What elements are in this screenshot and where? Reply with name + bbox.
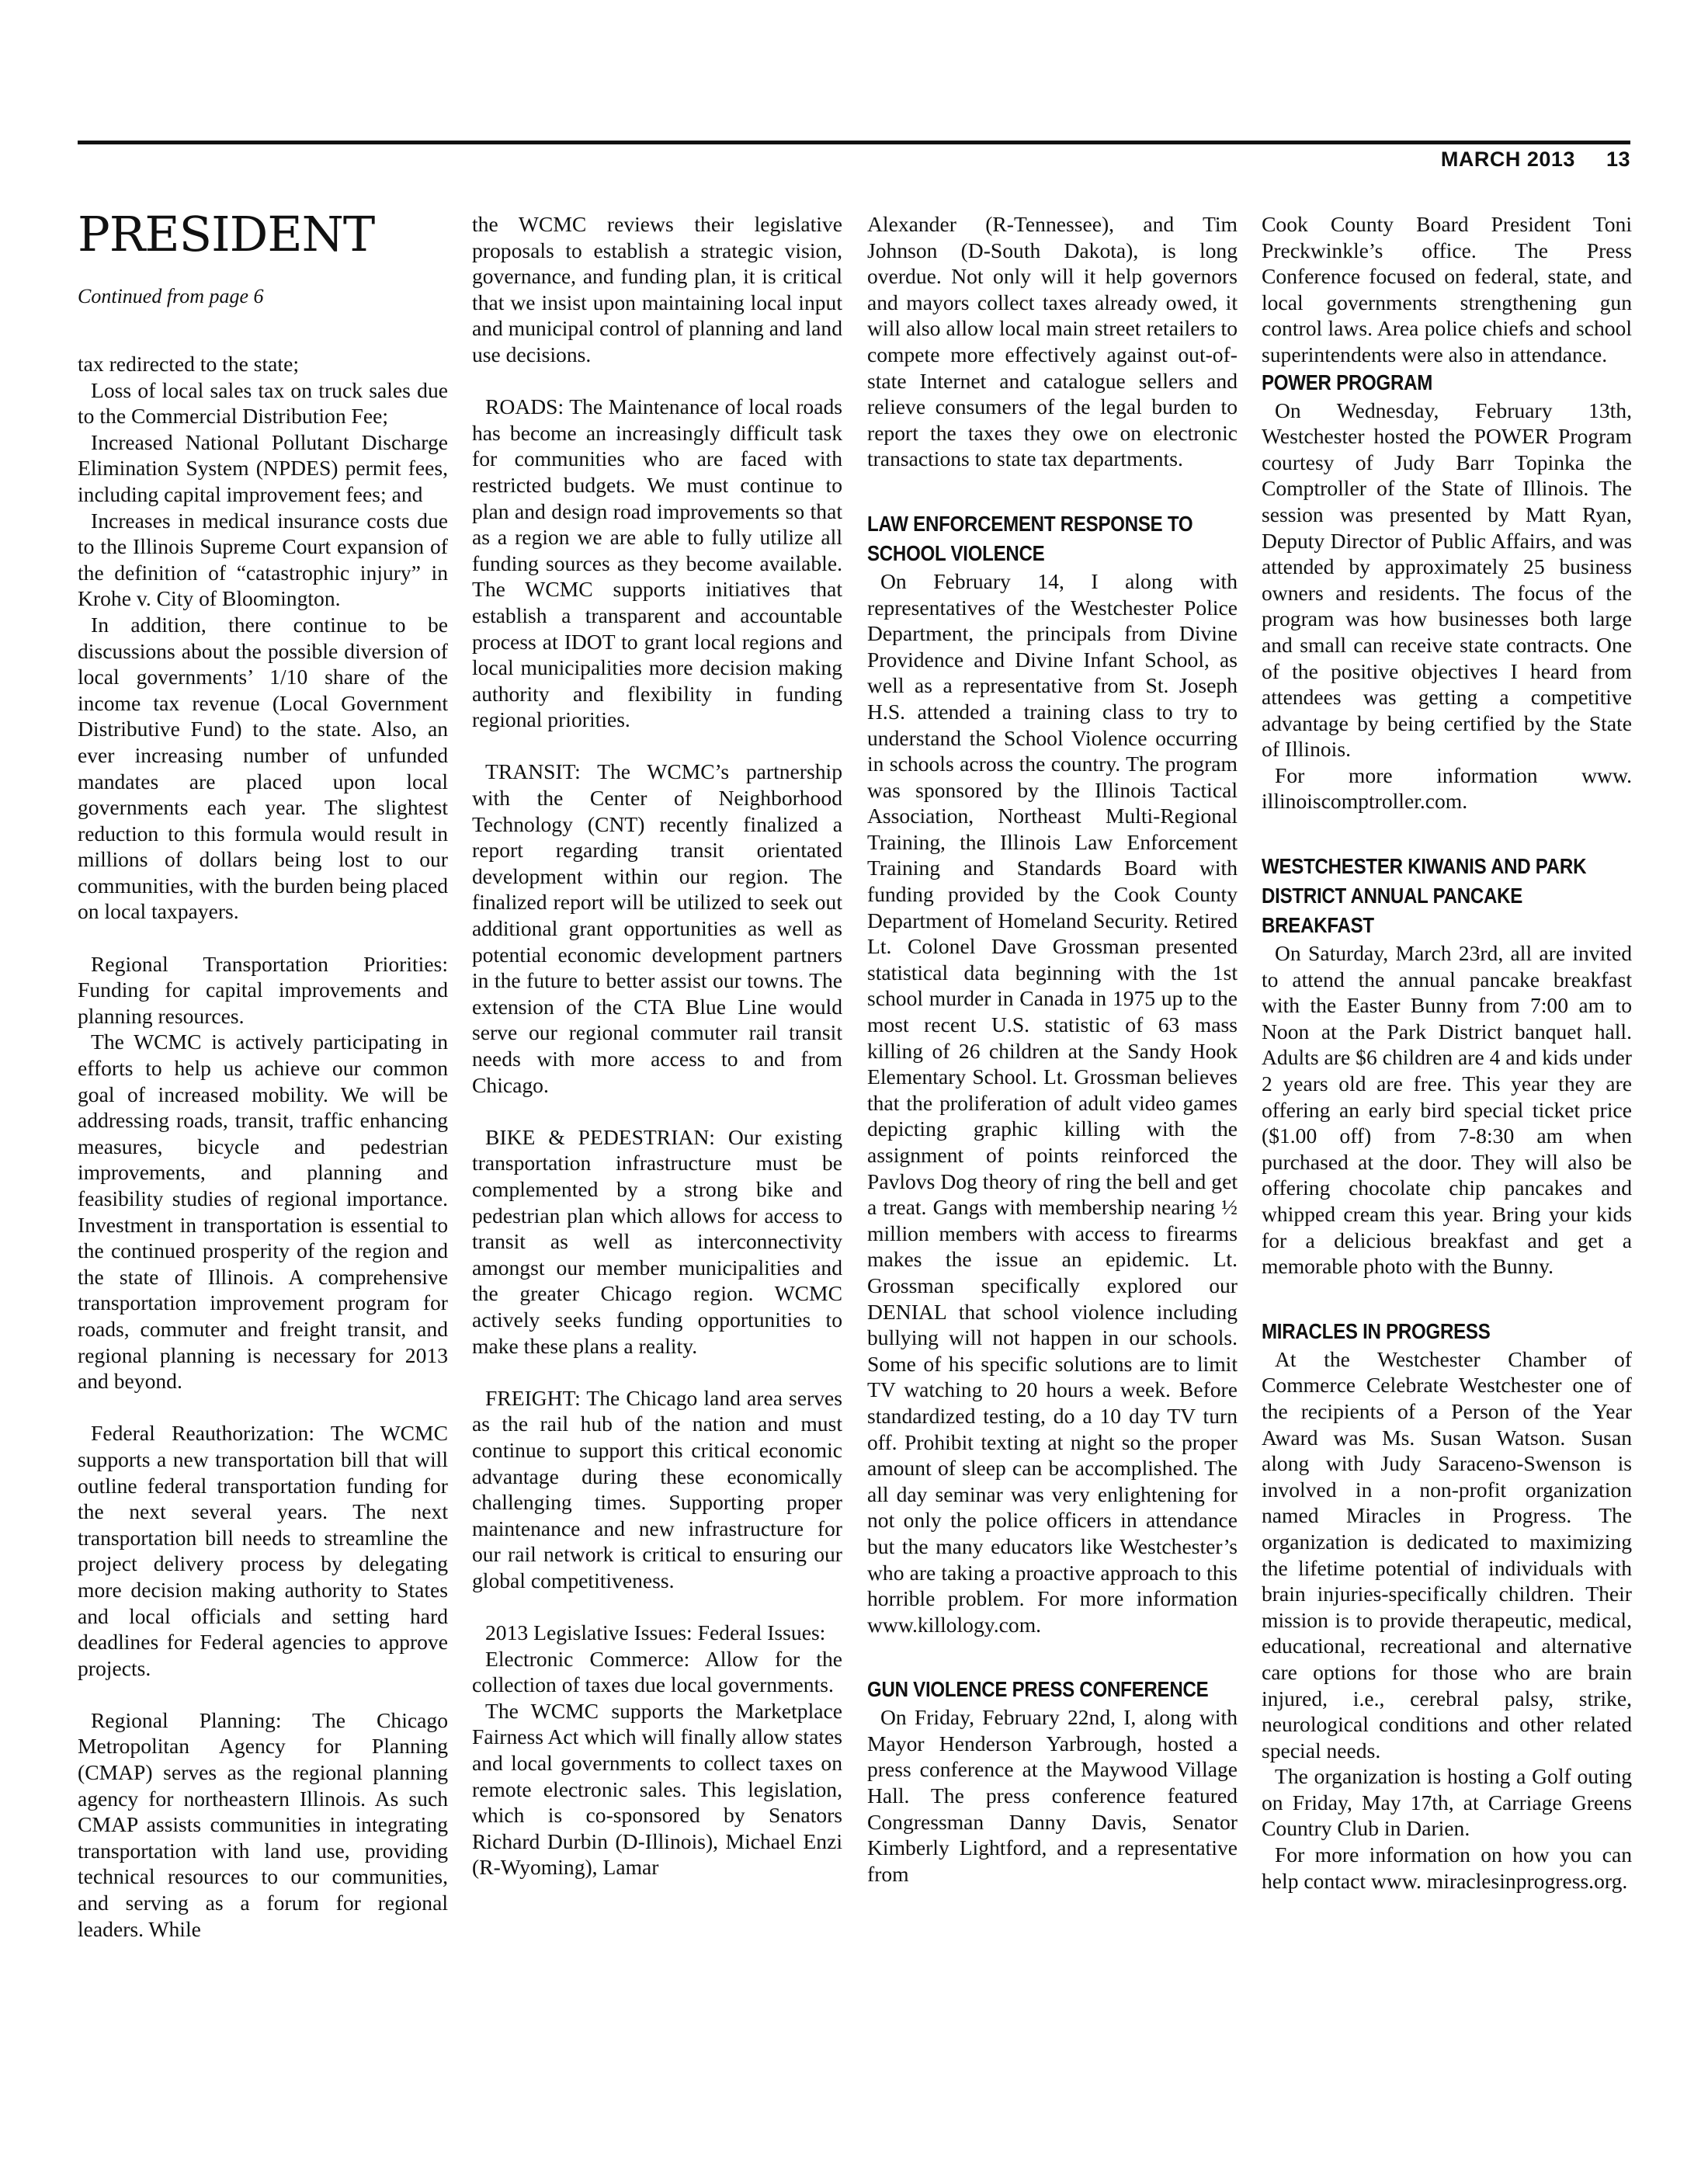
paragraph: On February 14, I along with representatives of the Westchester Police Department, the principals from Divine Providence and Divine Infant School, as well as a representative from St. Joseph H.S. attended a training class to try to understand the School Violence occurring in schools across the country. The program was sponsored by the Illinois Tactical Association, Northeast Multi-Regional Training, the Illinois Law Enforcement Training and Standards Board with funding provided by the Cook County Department of Homeland Security. Retired Lt. Colonel Dave Grossman presented statistical data beginning with the 1st school murder in Canada in 1975 up to the most recent U.S. statistic of 63 mass killing of 26 children at the Sandy Hook Elementary School. Lt. Grossman believes that the proliferation of adult video games depicting graphic killing with the assignment of points reinforced the Pavlovs Dog theory of ring the bell and get a treat. Gangs with membership nearing ½ million members with access to firearms makes the issue an epidemic. Lt. Grossman specifically explored our DENIAL that school violence including bullying will not happen in our schools. Some of his specific solutions are to limit TV watching to 20 hours a week. Before standardized testing, do a 10 day TV turn off. Prohibit texting at night so the proper amount of sleep can be accomplished. The all day seminar was very enlightening for not only the police officers in attendance but the many educators like Westchester’s who are taking a proactive approach to this horrible problem. For more information www.killology.com. [867, 568, 1238, 1637]
page-header [1441, 148, 1630, 172]
paragraph: 2013 Legislative Issues: Federal Issues: [485, 1620, 826, 1645]
paragraph: ROADS: The Maintenance of local roads has become an increasingly difficult task for communities who are faced with restricted budgets. We must continue to plan and design road improvements so that as a region we are able to fully utilize all funding sources as they become available. The WCMC supports initiatives that establish a transparent and accountable process at IDOT to grant local regions and local municipalities more decision making authority and flexibility in funding regional priorities. [472, 394, 842, 732]
article-title: PRESIDENT [78, 206, 375, 262]
section-heading: WESTCHESTER KIWANIS AND PARK DISTRICT ANNUAL PANCAKE BREAKFAST [1262, 854, 1587, 938]
paragraph: The organization is hosting a Golf outing on Friday, May 17th, at Carriage Greens Country Club in Darien. [1262, 1764, 1632, 1841]
paragraph: BIKE & PEDESTRIAN: Our existing transportation infrastructure must be complemented by a strong bike and pedestrian plan which allows for access to transit as well as interconnectivity amongst our member municipalities and the greater Chicago region. WCMC actively seeks funding opportunities to make these plans a reality. [472, 1124, 842, 1358]
column-4 [1262, 211, 1632, 1894]
section-heading: GUN VIOLENCE PRESS CONFERENCE [867, 1677, 1209, 1702]
paragraph: On Wednesday, February 13th, Westchester hosted the POWER Program courtesy of Judy Barr Topinka the Comptroller of the State of Illinois. The session was presented by Matt Ryan, Deputy Director of Public Affairs, and was attended by approximately 25 business owners and residents. The focus of the program was how businesses both large and small can receive state contracts. One of the positive objectives I heard from attendees was getting a competitive advantage by being certified by the State of Illinois. [1262, 398, 1632, 762]
paragraph: Loss of local sales tax on truck sales due to the Commercial Distribution Fee; [78, 377, 448, 429]
paragraph: For more information www. illinoiscomptroller.com. [1262, 762, 1632, 814]
section-heading: LAW ENFORCEMENT RESPONSE TO SCHOOL VIOLENCE [867, 511, 1193, 565]
header-rule [78, 141, 1630, 144]
paragraph: The WCMC supports the Marketplace Fairness Act which will finally allow states and local governments to collect taxes on remote electronic sales. This legislation, which is co-sponsored by Senators Richard Durbin (D-Illinois), Michael Enzi (R-Wyoming), Lamar [472, 1698, 842, 1880]
paragraph: At the Westchester Chamber of Commerce Celebrate Westchester one of the recipients of a Person of the Year Award was Ms. Susan Watson. Susan along with Judy Saraceno-Swenson is involved in a non-profit organization named Miracles in Progress. The organization is dedicated to maximizing the lifetime potential of individuals with brain injuries-specifically children. Their mission is to provide therapeutic, medical, educational, recreational and alternative care options for those who are brain injured, i.e., cerebral palsy, strike, neurological conditions and other related special needs. [1262, 1346, 1632, 1762]
paragraph: Increased National Pollutant Discharge Elimination System (NPDES) permit fees, including capital improvement fees; and [78, 429, 448, 506]
page-number: 13 [1606, 148, 1630, 171]
paragraph: Cook County Board President Toni Preckwinkle’s office. The Press Conference focused on federal, state, and local governments strengthening gun control laws. Area police chiefs and school superintendents were also in attendance. [1262, 212, 1632, 366]
paragraph: Electronic Commerce: Allow for the collection of taxes due local governments. [472, 1646, 842, 1697]
column-2 [472, 211, 842, 1881]
paragraph: On Friday, February 22nd, I, along with Mayor Henderson Yarbrough, hosted a press conference at the Maywood Village Hall. The press conference featured Congressman Danny Davis, Senator Kimberly Lightford, and a representative from [867, 1705, 1238, 1886]
continued-note: Continued from page 6 [78, 285, 264, 307]
section-heading: MIRACLES IN PROGRESS [1262, 1318, 1491, 1343]
paragraph: Increases in medical insurance costs due to the Illinois Supreme Court expansion of the definition of “catastrophic injury” in Krohe v. City of Bloomington. [78, 508, 448, 611]
paragraph: For more information on how you can help contact www. miraclesinprogress.org. [1262, 1842, 1632, 1893]
paragraph: the WCMC reviews their legislative proposals to establish a strategic vision, governance, and funding plan, it is critical that we insist upon maintaining local input and municipal control of planning and land use decisions. [472, 212, 842, 366]
section-heading: POWER PROGRAM [1262, 370, 1433, 394]
paragraph: Regional Planning: The Chicago Metropolitan Agency for Planning (CMAP) serves as the regional planning agency for northeastern Illinois. As such CMAP assists communities in integrating transportation with land use, providing technical resources to our communities, and serving as a forum for regional leaders. While [78, 1707, 448, 1941]
paragraph: FREIGHT: The Chicago land area serves as the rail hub of the nation and must continue to support this critical economic advantage during these economically challenging times. Supporting proper maintenance and new infrastructure for our rail network is critical to ensuring our global competitiveness. [472, 1385, 842, 1592]
paragraph: tax redirected to the state; [78, 352, 300, 376]
paragraph: The WCMC is actively participating in efforts to help us achieve our common goal of increased mobility. We will be addressing roads, transit, traffic enhancing measures, bicycle and pedestrian improvements, and planning and feasibility studies of regional importance. Investment in transportation is essential to the continued prosperity of the region and the state of Illinois. A comprehensive transportation improvement program for roads, commuter and freight transit, and regional planning is necessary for 2013 and beyond. [78, 1030, 448, 1394]
column-3 [867, 211, 1238, 1887]
column-1 [78, 351, 448, 1942]
paragraph: Regional Transportation Priorities: Funding for capital improvements and planning resources. [78, 951, 448, 1028]
paragraph: Federal Reauthorization: The WCMC supports a new transportation bill that will outline federal transportation funding for the next several years. The next transportation bill needs to streamline the project delivery process by delegating more decision making authority to States and local officials and setting hard deadlines for Federal agencies to approve projects. [78, 1421, 448, 1680]
issue-date: MARCH 2013 [1440, 148, 1575, 171]
paragraph: TRANSIT: The WCMC’s partnership with the Center of Neighborhood Technology (CNT) recently finalized a report regarding transit orientated development within our region. The finalized report will be utilized to seek out additional grant opportunities as well as potential economic development partners in the future to better assist our towns. The extension of the CTA Blue Line would serve our regional commuter rail transit needs with more access to and from Chicago. [472, 759, 842, 1097]
paragraph: Alexander (R-Tennessee), and Tim Johnson (D-South Dakota), is long overdue. Not only will it help governors and mayors collect taxes already owed, it will also allow local main street retailers to compete more effectively against out-of-state Internet and catalogue sellers and relieve consumers of the legal burden to report the taxes they owe on electronic transactions to state tax departments. [867, 212, 1238, 471]
paragraph: On Saturday, March 23rd, all are invited to attend the annual pancake breakfast with the Easter Bunny from 7:00 am to Noon at the Park District banquet hall. Adults are $6 children are 4 and kids under 2 years old are free. This year they are offering an early bird special ticket price ($1.00 off) from 7-8:30 am when purchased at the door. They will also be offering chocolate chip pancakes and whipped cream this year. Bring your kids for a delicious breakfast and get a memorable photo with the Bunny. [1262, 941, 1632, 1279]
paragraph: In addition, there continue to be discussions about the possible diversion of local governments’ 1/10 share of the income tax revenue (Local Government Distributive Fund) to the state. Also, an ever increasing number of unfunded mandates are placed upon local governments each year. The slightest reduction to this formula would result in millions of dollars being lost to our communities, with the burden being placed on local taxpayers. [78, 612, 448, 924]
